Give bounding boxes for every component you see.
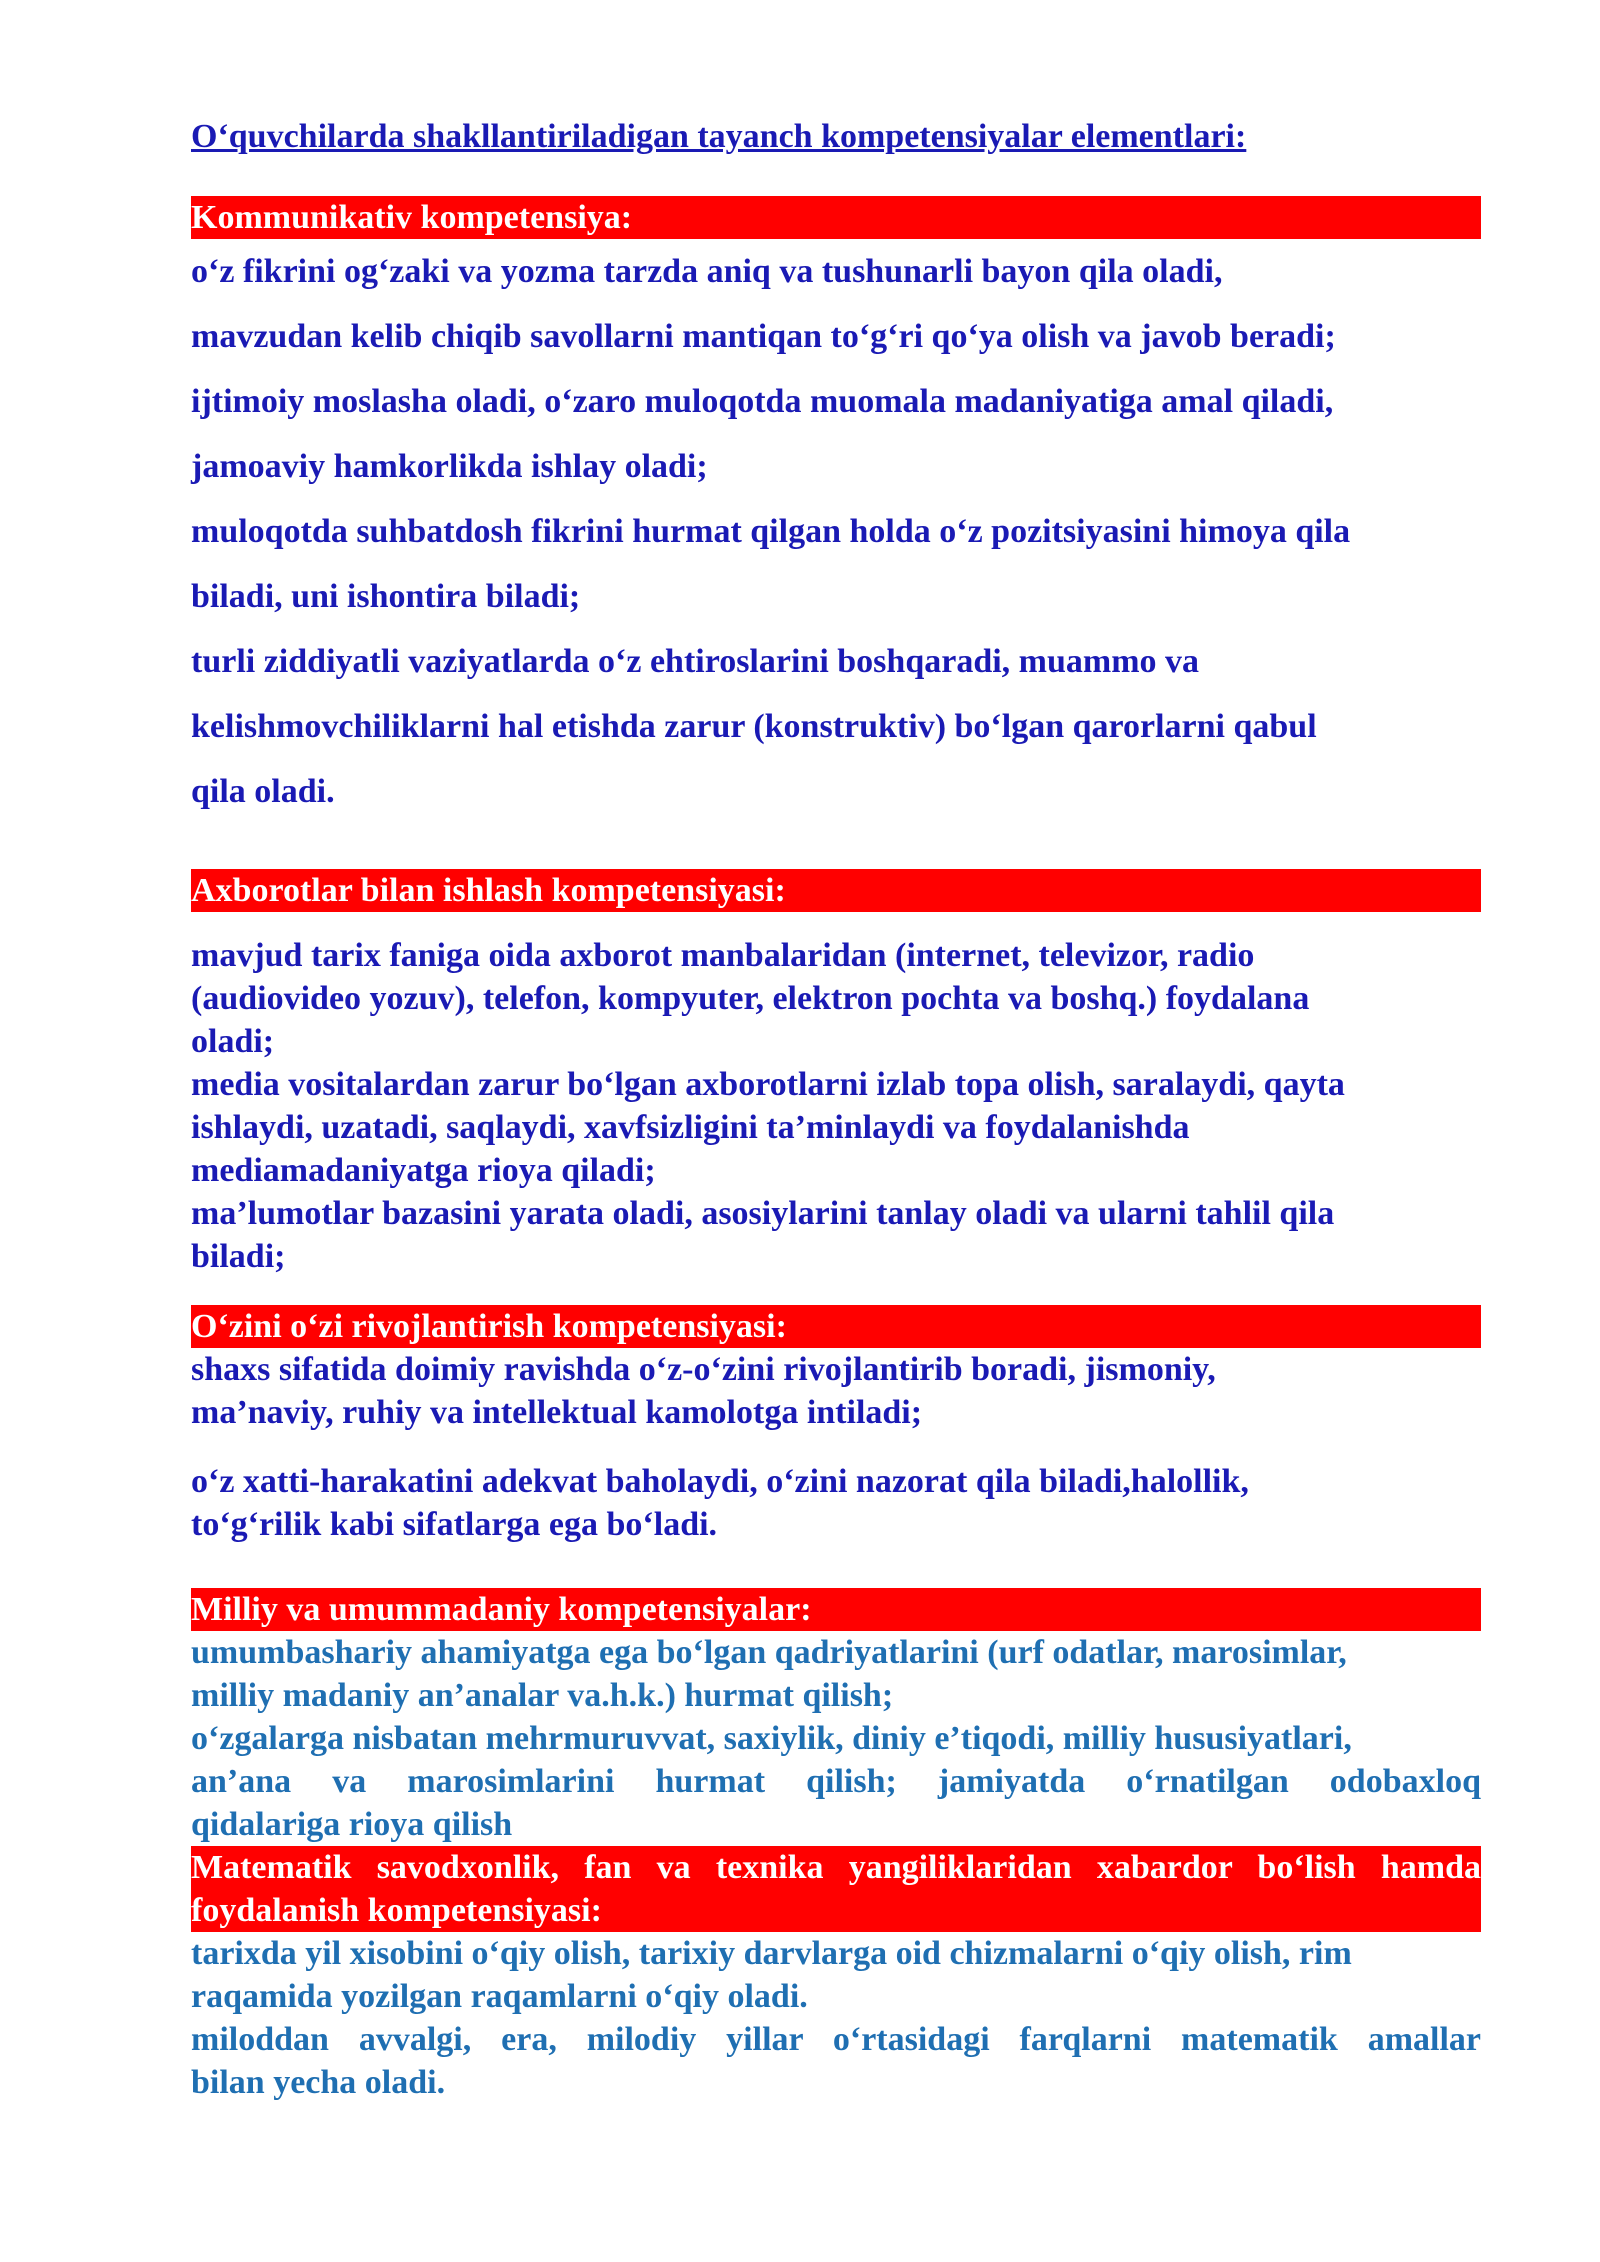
text-line: qila oladi.	[191, 773, 335, 810]
section-body-information	[191, 934, 1481, 1278]
text-line: miloddan avvalgi, era, milodiy yillar o‘rtasidagi farqlarni matematik amallar	[191, 2021, 1481, 2058]
text-line: kelishmovchiliklarni hal etishda zarur (konstruktiv) bo‘lgan qarorlarni qabul	[191, 708, 1317, 745]
text-line: o‘z fikrini og‘zaki va yozma tarzda aniq va tushunarli bayon qila oladi,	[191, 253, 1223, 290]
text-line: o‘zgalarga nisbatan mehrmuruvvat, saxiylik, diniy e’tiqodi, milliy hususiyatlari,	[191, 1720, 1352, 1757]
page-title: O‘quvchilarda shakllantiriladigan tayanch kompetensiyalar elementlari:	[191, 118, 1247, 155]
text-line: turli ziddiyatli vaziyatlarda o‘z ehtiroslarini boshqaradi, muammo va	[191, 643, 1200, 680]
text-line: bilan yecha oladi.	[191, 2064, 446, 2101]
section-heading-line: foydalanish kompetensiyasi:	[191, 1892, 602, 1929]
text-line: an’ana va marosimlarini hurmat qilish; jamiyatda o‘rnatilgan odobaxloq	[191, 1763, 1481, 1800]
text-line: ma’naviy, ruhiy va intellektual kamolotga intiladi;	[191, 1394, 923, 1431]
text-line: muloqotda suhbatdosh fikrini hurmat qilgan holda o‘z pozitsiyasini himoya qila	[191, 513, 1351, 550]
section-heading-math-literacy	[191, 1846, 1481, 1932]
section-heading-national-cultural: Milliy va umummadaniy kompetensiyalar:	[191, 1588, 1481, 1631]
text-line: umumbashariy ahamiyatga ega bo‘lgan qadriyatlarini (urf odatlar, marosimlar,	[191, 1634, 1347, 1671]
text-line: biladi, uni ishontira biladi;	[191, 578, 581, 615]
text-line: jamoaviy hamkorlikda ishlay oladi;	[191, 448, 708, 485]
text-line: mavjud tarix faniga oida axborot manbalaridan (internet, televizor, radio	[191, 937, 1255, 974]
section-body-math-literacy	[191, 1932, 1481, 2104]
section-heading-line: Matematik savodxonlik, fan va texnika yangiliklaridan xabardor bo‘lish hamda	[191, 1849, 1481, 1886]
text-line: (audiovideo yozuv), telefon, kompyuter, elektron pochta va boshq.) foydalana	[191, 980, 1310, 1017]
text-line: to‘g‘rilik kabi sifatlarga ega bo‘ladi.	[191, 1506, 718, 1543]
text-line: qidalariga rioya qilish	[191, 1806, 513, 1843]
text-line: ma’lumotlar bazasini yarata oladi, asosiylarini tanlay oladi va ularni tahlil qila	[191, 1195, 1335, 1232]
text-line: o‘z xatti-harakatini adekvat baholaydi, o‘zini nazorat qila biladi,halollik,	[191, 1463, 1249, 1500]
section-heading-communicative: Kommunikativ kompetensiya:	[191, 196, 1481, 239]
text-line: mavzudan kelib chiqib savollarni mantiqan to‘g‘ri qo‘ya olish va javob beradi;	[191, 318, 1336, 355]
section-body-communicative	[191, 239, 1481, 824]
text-line: milliy madaniy an’analar va.h.k.) hurmat qilish;	[191, 1677, 894, 1714]
section-heading-self-development: O‘zini o‘zi rivojlantirish kompetensiyasi:	[191, 1305, 1481, 1348]
text-line: oladi;	[191, 1023, 275, 1060]
section-body-self-development-a	[191, 1348, 1481, 1434]
text-line: media vositalardan zarur bo‘lgan axborotlarni izlab topa olish, saralaydi, qayta	[191, 1066, 1345, 1103]
section-body-national-cultural	[191, 1631, 1481, 1846]
section-body-self-development-b	[191, 1460, 1481, 1546]
document-content	[191, 112, 1481, 2104]
section-heading-information: Axborotlar bilan ishlash kompetensiyasi:	[191, 869, 1481, 912]
text-line: ijtimoiy moslasha oladi, o‘zaro muloqotda muomala madaniyatiga amal qiladi,	[191, 383, 1334, 420]
text-line: shaxs sifatida doimiy ravishda o‘z-o‘zini rivojlantirib boradi, jismoniy,	[191, 1351, 1216, 1388]
text-line: ishlaydi, uzatadi, saqlaydi, xavfsizligini ta’minlaydi va foydalanishda	[191, 1109, 1190, 1146]
text-line: raqamida yozilgan raqamlarni o‘qiy oladi.	[191, 1978, 808, 2015]
text-line: biladi;	[191, 1238, 286, 1275]
text-line: tarixda yil xisobini o‘qiy olish, tarixiy darvlarga oid chizmalarni o‘qiy olish, rim	[191, 1935, 1352, 1972]
text-line: mediamadaniyatga rioya qiladi;	[191, 1152, 656, 1189]
